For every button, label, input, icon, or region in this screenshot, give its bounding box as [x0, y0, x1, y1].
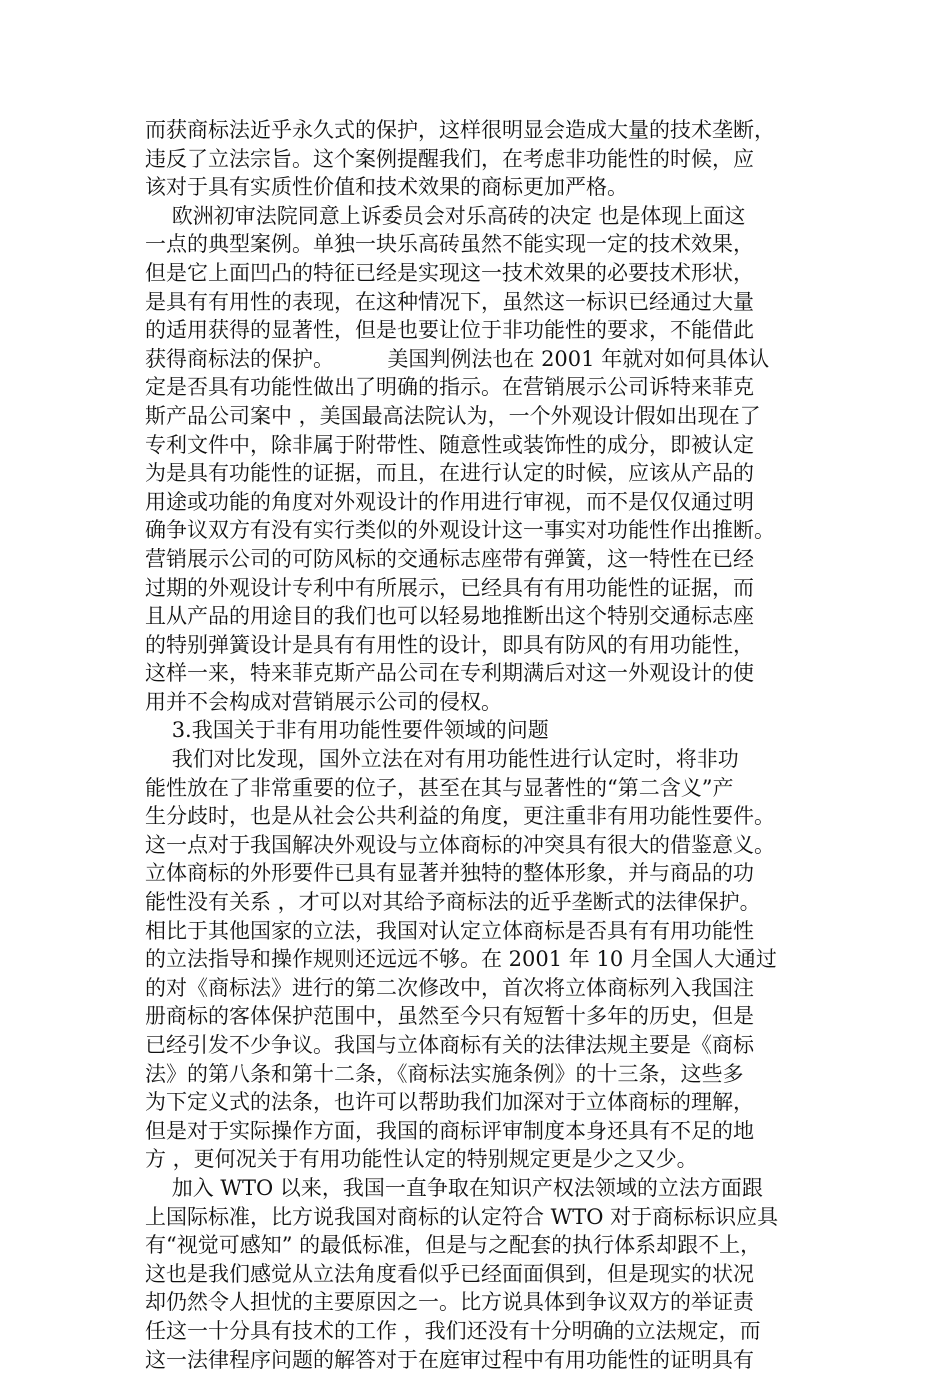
document-body [145, 116, 805, 1374]
section-heading: 3.我国关于非有用功能性要件领域的问题 [145, 718, 549, 743]
text-line: 这一法律程序问题的解答对于在庭审过程中有用功能性的证明具有 [145, 1347, 754, 1372]
text-line: 为是具有功能性的证据，而且，在进行认定的时候，应该从产品的 [145, 461, 754, 486]
text-line: 但是对于实际操作方面，我国的商标评审制度本身还具有不足的地 [145, 1118, 754, 1143]
text-line: 相比于其他国家的立法，我国对认定立体商标是否具有有用功能性 [145, 918, 754, 943]
text-line: 能性没有关系 ，才可以对其给予商标法的近乎垄断式的法律保护。 [145, 890, 761, 915]
text-line: 过期的外观设计专利中有所展示，已经具有有用功能性的证据，而 [145, 575, 754, 600]
text-line: 获得商标法的保护。 美国判例法也在 2001 年就对如何具体认 [145, 346, 770, 371]
text-line: 营销展示公司的可防风标的交通标志座带有弹簧，这一特性在已经 [145, 546, 754, 571]
text-line: 专利文件中，除非属于附带性、随意性或装饰性的成分，即被认定 [145, 432, 754, 457]
text-line: 这一点对于我国解决外观设与立体商标的冲突具有很大的借鉴意义。 [145, 832, 775, 857]
text-line: 且从产品的用途目的我们也可以轻易地推断出这个特别交通标志座 [145, 604, 754, 629]
text-line: 的特别弹簧设计是具有有用性的设计，即具有防风的有用功能性， [145, 632, 754, 657]
text-line: 而获商标法近乎永久式的保护，这样很明显会造成大量的技术垄断， [145, 118, 775, 142]
text-line: 定是否具有功能性做出了明确的指示。在营销展示公司诉特来菲克 [145, 375, 754, 400]
text-line: 用并不会构成对营销展示公司的侵权。 [145, 689, 502, 714]
text-line: 为下定义式的法条，也许可以帮助我们加深对于立体商标的理解， [145, 1090, 754, 1115]
text-line: 立体商标的外形要件已具有显著并独特的整体形象，并与商品的功 [145, 861, 754, 886]
text-line: 有“视觉可感知” 的最低标准，但是与之配套的执行体系却跟不上， [145, 1233, 762, 1258]
text-line: 斯产品公司案中 ，美国最高法院认为，一个外观设计假如出现在了 [145, 403, 761, 428]
text-line: 欧洲初审法院同意上诉委员会对乐高砖的决定 也是体现上面这 [145, 203, 746, 228]
text-line: 我们对比发现，国外立法在对有用功能性进行认定时，将非功 [145, 747, 739, 772]
text-line: 的适用获得的显著性，但是也要让位于非功能性的要求，不能借此 [145, 318, 754, 343]
text-line: 任这一十分具有技术的工作 ，我们还没有十分明确的立法规定，而 [145, 1318, 761, 1343]
text-line: 的立法指导和操作规则还远远不够。在 2001 年 10 月全国人大通过 [145, 947, 777, 972]
text-line: 确争议双方有没有实行类似的外观设计这一事实对功能性作出推断。 [145, 518, 775, 543]
text-line: 的对《商标法》进行的第二次修改中，首次将立体商标列入我国注 [145, 975, 754, 1000]
text-line: 加入 WTO 以来，我国一直争取在知识产权法领域的立法方面跟 [145, 1175, 763, 1200]
text-line: 上国际标准，比方说我国对商标的认定符合 WTO 对于商标标识应具 [145, 1204, 779, 1229]
text-line: 用途或功能的角度对外观设计的作用进行审视，而不是仅仅通过明 [145, 489, 754, 514]
text-line: 该对于具有实质性价值和技术效果的商标更加严格。 [145, 175, 628, 200]
text-line: 已经引发不少争议。我国与立体商标有关的法律法规主要是《商标 [145, 1033, 754, 1057]
text-line: 一点的典型案例。单独一块乐高砖虽然不能实现一定的技术效果， [145, 232, 754, 257]
text-line: 能性放在了非常重要的位子，甚至在其与显著性的“第二含义”产 [145, 775, 734, 800]
text-line: 法》的第八条和第十二条，《商标法实施条例》的十三条，这些多 [145, 1061, 744, 1086]
text-line: 册商标的客体保护范围中，虽然至今只有短暂十多年的历史，但是 [145, 1004, 754, 1029]
text-line: 这样一来，特来菲克斯产品公司在专利期满后对这一外观设计的使 [145, 661, 754, 686]
text-line: 生分歧时，也是从社会公共利益的角度，更注重非有用功能性要件。 [145, 804, 775, 829]
text-line: 这也是我们感觉从立法角度看似乎已经面面俱到，但是现实的状况 [145, 1261, 754, 1286]
text-line: 违反了立法宗旨。这个案例提醒我们，在考虑非功能性的时候，应 [145, 146, 754, 171]
text-line: 却仍然令人担忧的主要原因之一。比方说具体到争议双方的举证责 [145, 1290, 754, 1315]
text-line: 方 ，更何况关于有用功能性认定的特别规定更是少之又少。 [145, 1147, 698, 1172]
text-line: 是具有有用性的表现，在这种情况下，虽然这一标识已经通过大量 [145, 289, 754, 314]
text-line: 但是它上面凹凸的特征已经是实现这一技术效果的必要技术形状， [145, 260, 754, 285]
